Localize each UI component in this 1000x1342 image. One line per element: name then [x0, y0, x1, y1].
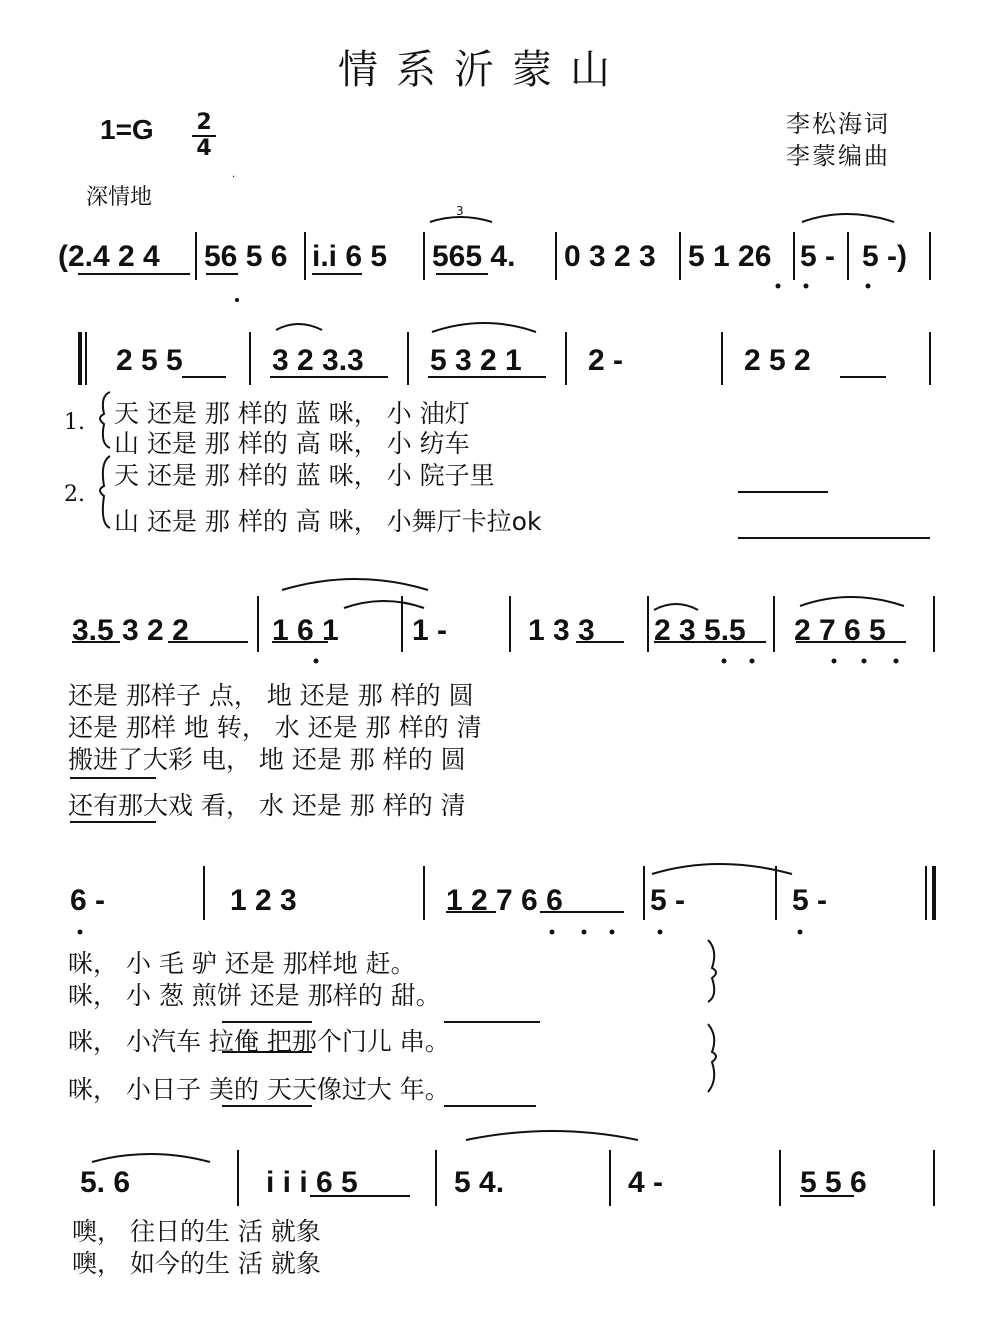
bar: i.i 6 5	[312, 240, 388, 273]
lyric-line: 咪， 小 毛 驴 还是 那样地 赶。	[68, 949, 416, 978]
lyric-line: 咪， 小 葱 煎饼 还是 那样的 甜。	[68, 981, 441, 1010]
verse-label-1: 1.	[64, 410, 85, 435]
lyric-line: 还有那大戏 看， 水 还是 那 样的 清	[68, 791, 466, 820]
composer-credit: 李蒙编曲	[786, 142, 890, 170]
bar: 2 -	[588, 344, 624, 377]
bar: 2 7 6 5	[794, 614, 886, 647]
lyric-line: 山 还是 那 样的 高 咪， 小 纺车	[114, 429, 470, 458]
bar: 5. 6	[80, 1166, 131, 1199]
bar: 5 -	[800, 240, 836, 273]
bar: 5 -	[792, 884, 828, 917]
lyric-line: 还是 那样 地 转， 水 还是 那 样的 清	[68, 713, 482, 742]
bar: 6 -	[70, 884, 106, 917]
key-signature: 1=G	[100, 114, 154, 145]
bar: 5 4.	[454, 1166, 505, 1199]
bar: 5 3 2 1	[430, 344, 522, 377]
meter-top: 2	[196, 110, 212, 135]
lyric-line: 搬进了大彩 电， 地 还是 那 样的 圆	[68, 745, 466, 774]
bar: 5 1 26	[688, 240, 772, 273]
verse-label-2: 2.	[64, 482, 85, 507]
lyricist-credit: 李松海词	[786, 110, 890, 138]
bar: i i i 6 5	[266, 1166, 358, 1199]
bar: 2 5 2	[744, 344, 811, 377]
bar: 1 -	[412, 614, 448, 647]
lyric-line: 天 还是 那 样的 蓝 咪， 小 油灯	[114, 399, 470, 428]
bar: 1 2 3	[230, 884, 297, 917]
bar: 1 3 3	[528, 614, 595, 647]
meter-bottom: 4	[196, 136, 212, 161]
bar: (2.4 2 4	[58, 240, 160, 273]
bar: 565 4.	[432, 240, 516, 273]
lyric-line: 山 还是 那 样的 高 咪， 小舞厅卡拉ok	[114, 507, 542, 536]
tempo-marking: 深情地	[86, 185, 153, 210]
bar: 3.5 3 2 2	[72, 614, 189, 647]
lyric-line: 还是 那样子 点， 地 还是 那 样的 圆	[68, 681, 474, 710]
bar: 5 -)	[862, 240, 907, 273]
bar: 1 2 7 6 6	[446, 884, 563, 917]
lyric-line: 咪， 小日子 美的 天天像过大 年。	[68, 1075, 450, 1104]
bar: 1 6 1	[272, 614, 339, 647]
bar: 0 3 2 3	[564, 240, 656, 273]
lyric-line: 咪， 小汽车 拉俺 把那个门儿 串。	[68, 1027, 450, 1056]
song-title: 情系沂蒙山	[338, 47, 628, 93]
lyric-line: 噢， 如今的生 活 就象	[72, 1249, 321, 1278]
lyric-line: 噢， 往日的生 活 就象	[72, 1217, 321, 1246]
bar: 2 3 5.5	[654, 614, 746, 647]
bar: 56 5 6	[204, 240, 288, 273]
bar: 4 -	[628, 1166, 664, 1199]
lyric-line: 天 还是 那 样的 蓝 咪， 小 院子里	[114, 461, 495, 490]
bar: 2 5 5	[116, 344, 183, 377]
bar: 3 2 3.3	[272, 344, 364, 377]
bar: 5 5 6	[800, 1166, 867, 1199]
bar: 5 -	[650, 884, 686, 917]
triplet-mark: 3	[456, 204, 464, 218]
